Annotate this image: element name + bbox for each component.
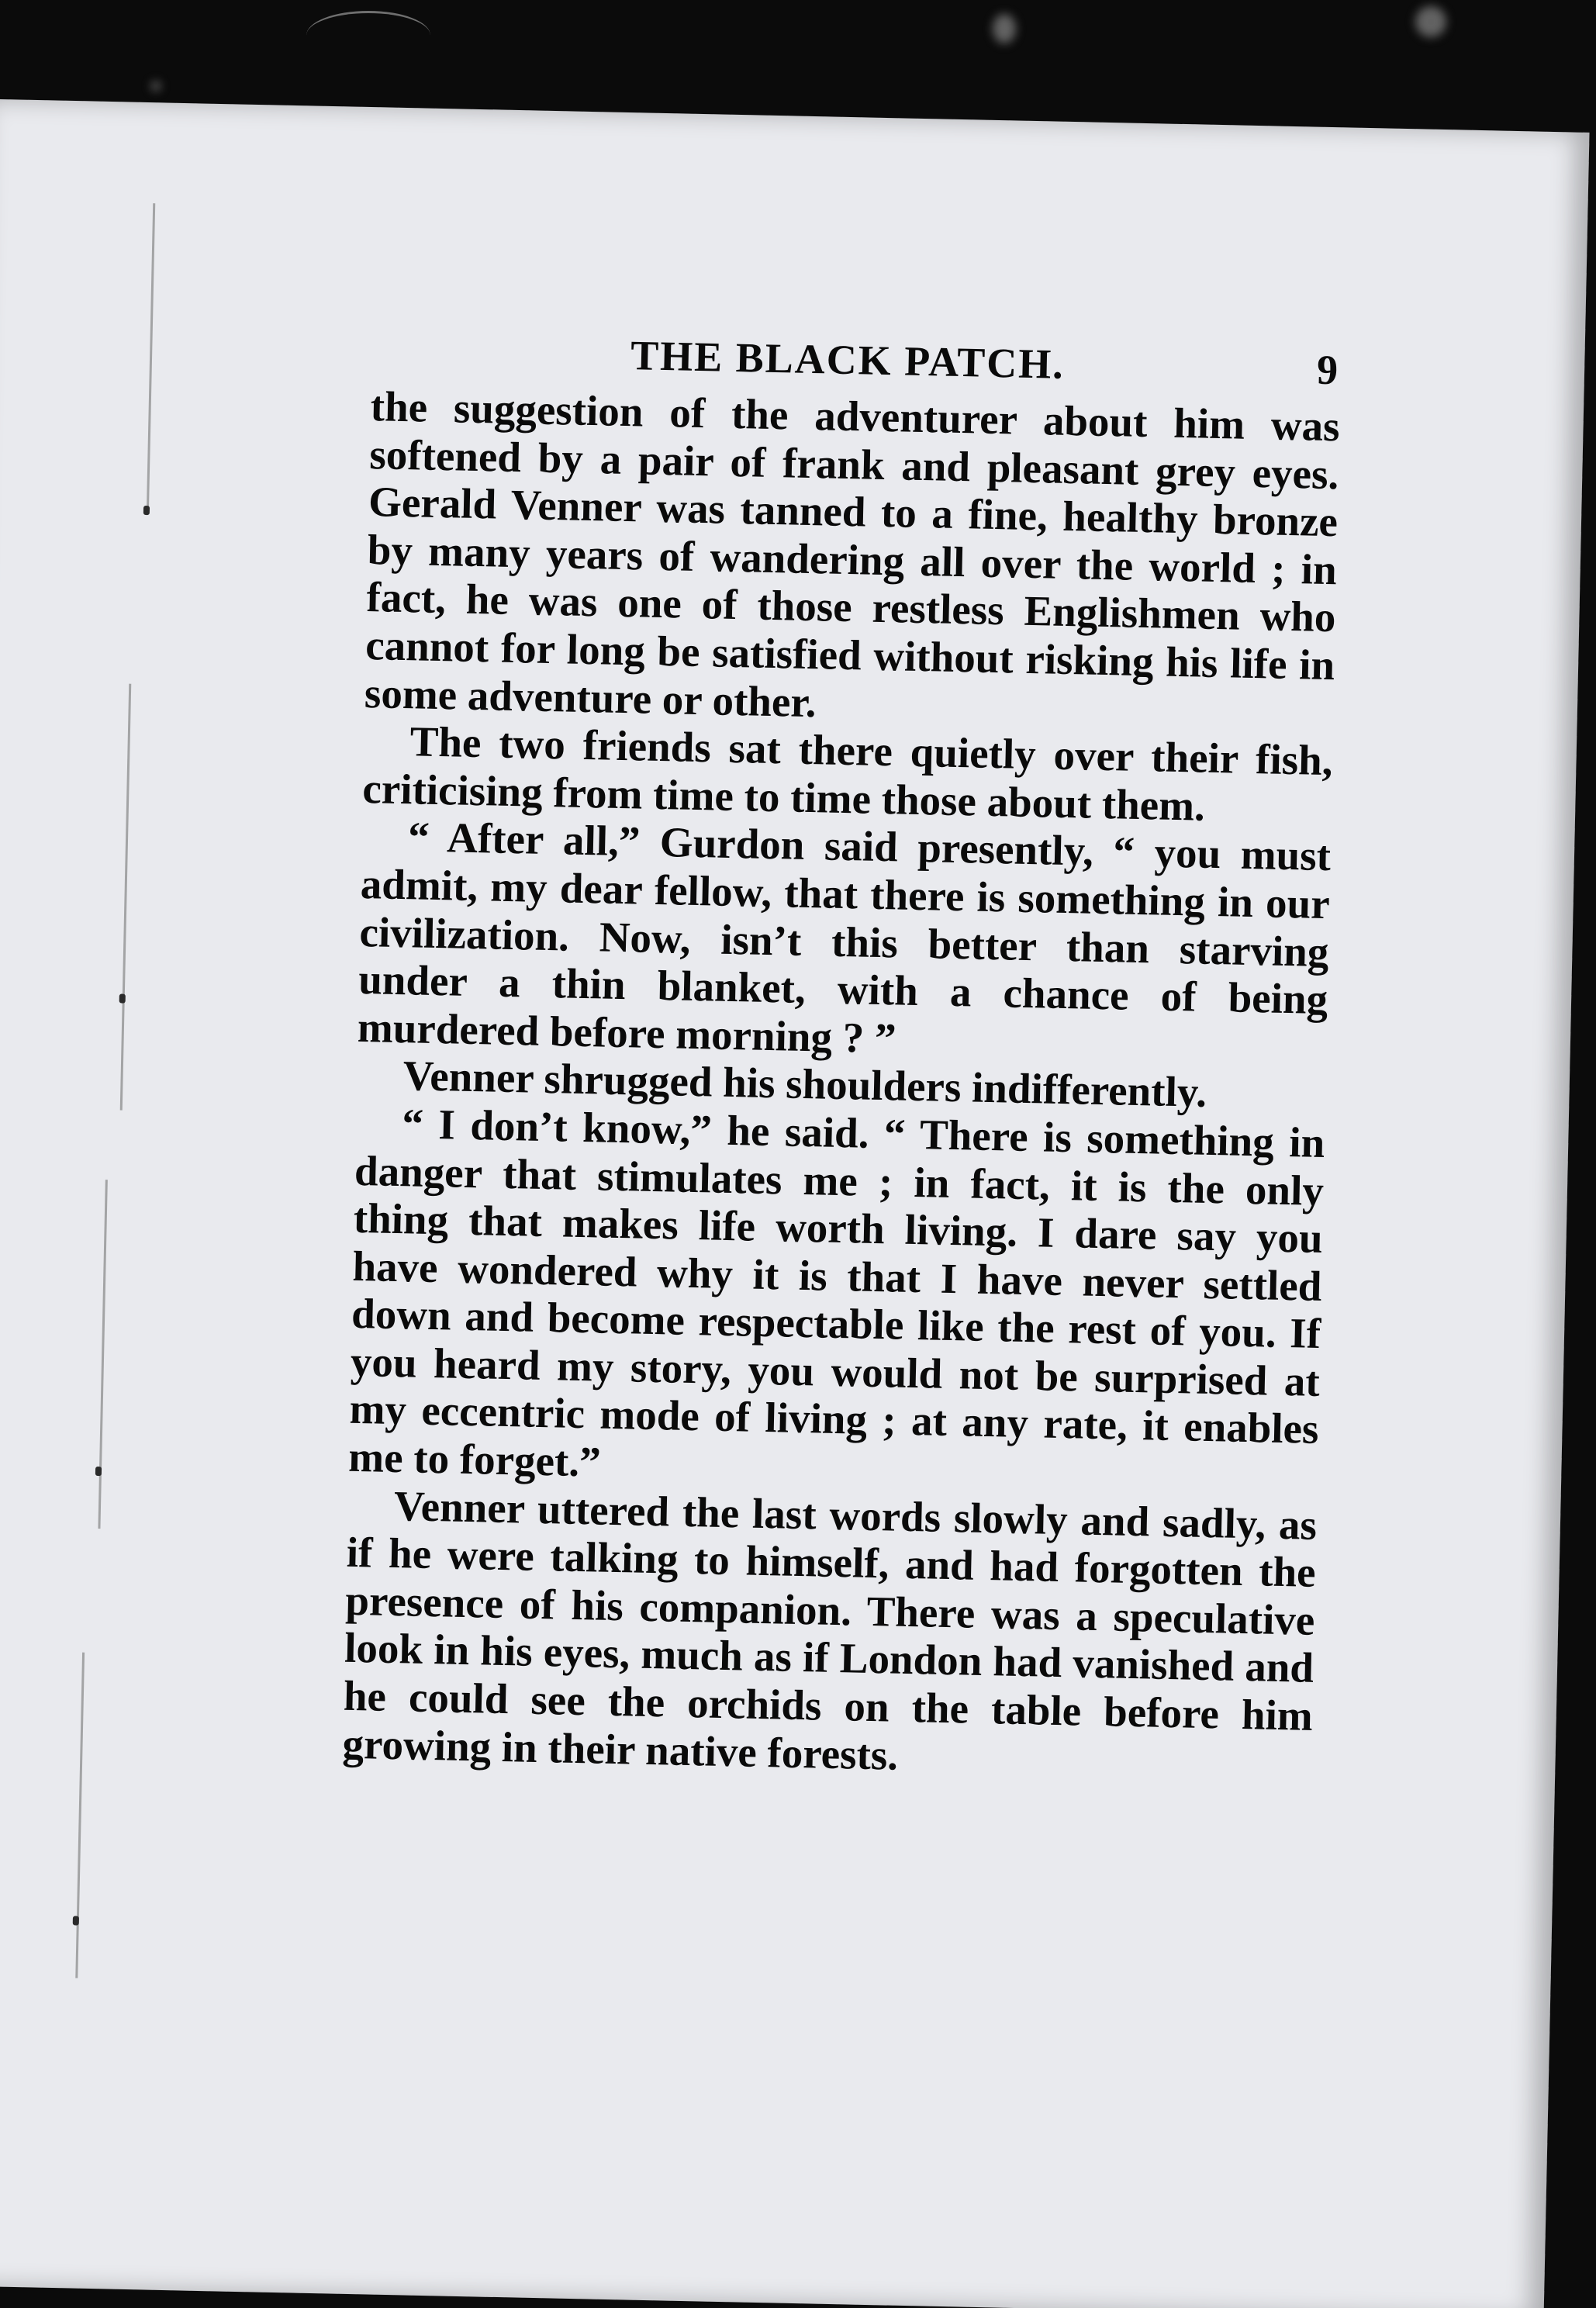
paragraph: the suggestion of the adventurer about him was softened by a pair of frank and pleasant grey eyes. Gerald Venner was tanned to a fine, healthy bronze by many years of wandering all over the world ; in fact, he was one of those restless Englishmen who cannot for long be satisfied without risking his life in some adventure or other. <box>364 382 1341 726</box>
paragraph: Venner uttered the last words slowly and sadly, as if he were talking to himself, and had forgotten the presence of his companion. There was a speculative look in his eyes, much as if London had vanished and he could see the orchids on the table before him growing in their native forests. <box>342 1481 1318 1779</box>
body-text <box>342 382 1340 1788</box>
spine-mark <box>73 1916 79 1925</box>
spine-shadow <box>147 203 155 513</box>
scan-artifact <box>1415 6 1446 37</box>
scan-artifact <box>306 11 430 60</box>
spine-shadow <box>75 1653 85 1978</box>
paragraph: Venner shrugged his shoulders indifferently. <box>402 1052 1207 1117</box>
paragraph: The two friends sat there quietly over their fish, criticising from time to time those about them. <box>361 717 1334 830</box>
spine-mark <box>119 993 126 1003</box>
spine-shadow <box>120 684 132 1111</box>
book-page <box>0 99 1590 2308</box>
spine-mark <box>143 506 150 515</box>
paragraph: “ I don’t know,” he said. “ There is something in danger that stimulates me ; in fact, it is the only thing that makes life worth living. I dare say you have wondered why it is that I have never settled down and become respectable like the rest of you. If you heard my story, you would not be surprised at my eccentric mode of living ; at any rate, it enables me to forget.” <box>347 1100 1325 1486</box>
spine-mark <box>95 1467 102 1476</box>
spine-shadow <box>98 1180 107 1529</box>
running-head: THE BLACK PATCH. <box>630 332 1066 388</box>
scan-artifact <box>993 14 1016 43</box>
page-number: 9 <box>1316 346 1339 394</box>
scan-artifact <box>151 81 161 91</box>
paragraph: “ After all,” Gurdon said presently, “ you must admit, my dear fellow, that there is something in our civilization. Now, isn’t this better than starving under a thin blanket, with a chance of being murdered before morning ? ” <box>357 813 1332 1062</box>
